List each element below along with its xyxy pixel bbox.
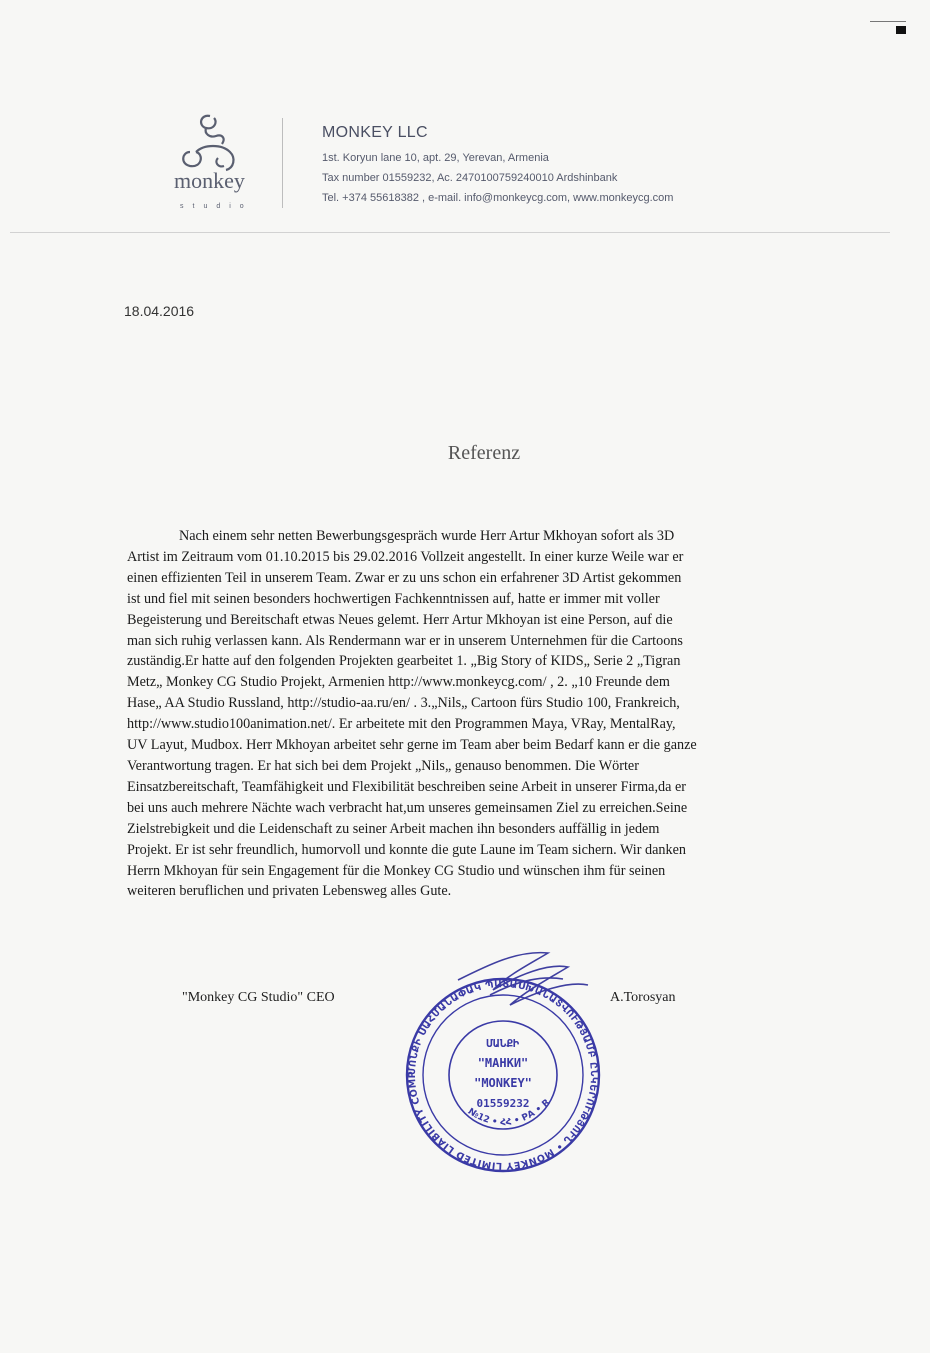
signatory-role: "Monkey CG Studio" CEO — [182, 990, 335, 1005]
body-line: weiteren beruflichen und privaten Lebensweg alles Gute. — [127, 883, 452, 900]
seal-line-armenian: ՄԱՆՔԻ — [486, 1037, 520, 1050]
body-line: bei uns auch mehrere Nächte wach verbracht hat,um unseres gemeinsamen Ziel zu erreichen.Seine — [127, 799, 688, 816]
seal-line-english: "MONKEY" — [474, 1076, 532, 1090]
seal-line-russian: "МАНКИ" — [477, 1056, 529, 1070]
document-title: Referenz — [447, 442, 521, 464]
body-line: Zielstrebigkeit und die Leidenschaft zu seiner Arbeit machen ihn besonders auffällig in jedem — [127, 820, 660, 837]
company-address: 1st. Koryun lane 10, apt. 29, Yerevan, Armenia — [322, 152, 549, 164]
letter-date: 18.04.2016 — [124, 303, 195, 319]
seal-graphic — [398, 935, 608, 1175]
seal-line-tax-number: 01559232 — [476, 1097, 530, 1110]
body-line: Artist im Zeitraum vom 01.10.2015 bis 29.02.2016 Vollzeit angestellt. In einer kurze Weile war er — [127, 548, 684, 565]
letterhead-divider — [282, 118, 283, 208]
letterhead-rule — [10, 232, 890, 233]
body-line: einen effizienten Teil in unserem Team. Zwar er zu uns schon ein erfahrener 3D Artist gekommen — [127, 569, 682, 586]
company-tax-number: Tax number 01559232, Ac. 2470100759240010 Ardshinbank — [322, 172, 618, 184]
logo-graphic — [170, 108, 260, 218]
body-line: ist und fiel mit seinen besonders hochwertigen Fachkenntnissen auf, hatte er immer mit voller — [127, 590, 660, 607]
logo-tagline: studio — [180, 203, 253, 210]
seal-bottom-text: №12 • ՀՀ • РА • R — [465, 1097, 553, 1129]
logo-wordmark: monkey — [174, 168, 245, 193]
body-line: Begeisterung und Bereitschaft etwas Neues gelemt. Herr Artur Mkhoyan ist eine Person, auf die — [127, 611, 673, 628]
reference-body — [127, 526, 839, 902]
body-line: Projekt. Er ist sehr freundlich, humorvoll und konnte die gute Laune im Team sichern. Wir danken — [127, 841, 686, 858]
body-line: Hase„ AA Studio Russland, http://studio-aa.ru/en/ . 3.„Nils„ Cartoon fürs Studio 100, Frankreich, — [127, 695, 680, 712]
body-line: Verantwortung tragen. Er hat sich bei dem Projekt „Nils„ genauso benommen. Die Wörter — [127, 757, 639, 774]
company-contact: Tel. +374 55618382 , e-mail. info@monkeycg.com, www.monkeycg.com — [322, 192, 674, 204]
signatory-name: A.Torosyan — [610, 990, 676, 1005]
body-line: Metz„ Monkey CG Studio Projekt, Armenien http://www.monkeycg.com/ , 2. „10 Freunde dem — [127, 674, 670, 691]
company-seal-icon — [398, 935, 608, 1175]
monkey-studio-logo-icon — [170, 108, 260, 218]
body-line: Herrn Mkhoyan für sein Engagement für die Monkey CG Studio und wünschen ihm für seinen — [127, 862, 666, 879]
seal-outer-text: ՄՈՆՔԻ ՍԱՀՄԱՆԱՓԱԿ ՊԱՏԱՍԽԱՆԱՏՎՈՒԹՅԱՄԲ ԸՆԿԵՐՈՒԹՅՈՒՆ • MONKEY LIMITED LIABILITY COMP — [406, 978, 600, 1172]
body-line: http://www.studio100animation.net/. Er arbeitete mit den Programmen Maya, VRay, MentalRay, — [127, 716, 676, 733]
body-line: Nach einem sehr netten Bewerbungsgespräch wurde Herr Artur Mkhoyan sofort als 3D — [179, 528, 675, 544]
body-line: UV Layut, Mudbox. Herr Mkhoyan arbeitet sehr gerne im Team aber beim Bedarf kann er die ganze — [127, 737, 697, 754]
company-name: MONKEY LLC — [322, 124, 428, 141]
letterhead — [0, 0, 930, 240]
body-line: Einsatzbereitschaft, Teamfähigkeit und Flexibilität beschreiben seine Arbeit in unserer Firma,da er — [127, 778, 686, 795]
body-line: zuständig.Er hatte auf den folgenden Projekten gearbeitet 1. „Big Story of KIDS„ Serie 2 „Tigran — [127, 653, 681, 670]
body-line: man sich ruhig verlassen kann. Als Rendermann war er in unserem Unternehmen für die Cartoons — [127, 632, 683, 649]
